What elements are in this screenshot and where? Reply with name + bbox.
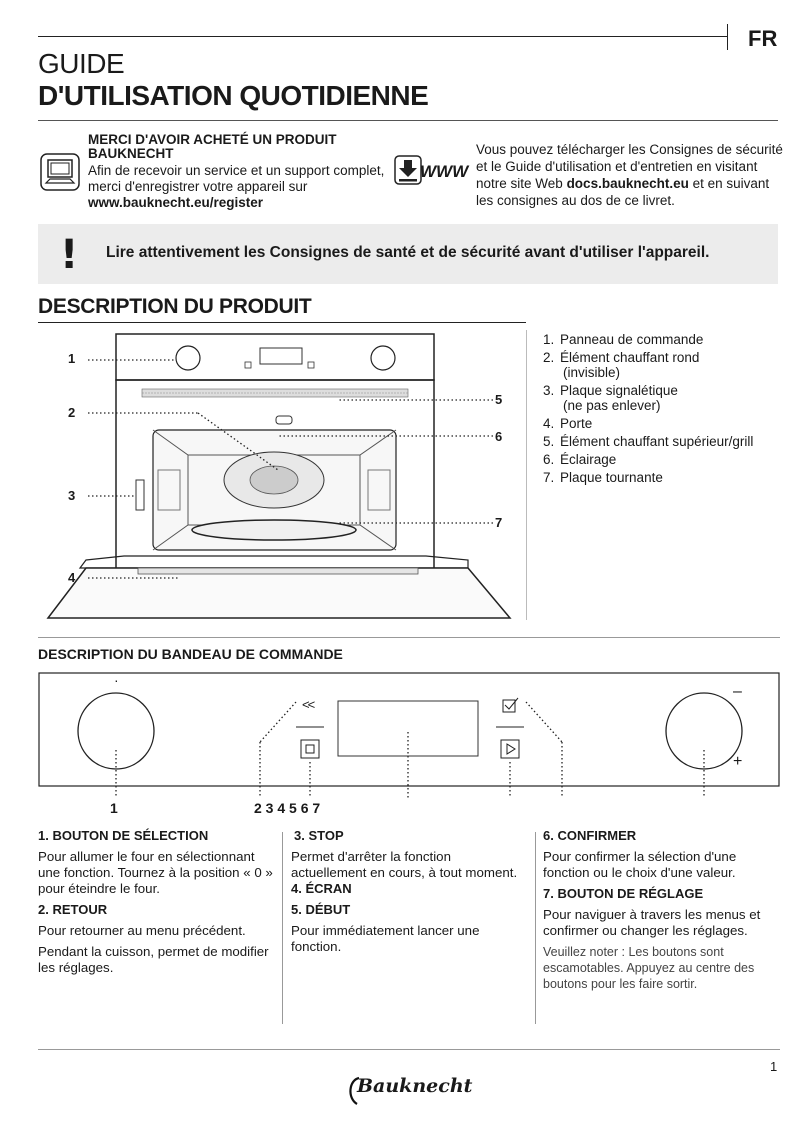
download-icon <box>394 155 422 190</box>
start-heading: 5. DÉBUT <box>291 902 351 917</box>
part-number: 1. <box>543 332 555 347</box>
part-label: Élément chauffant rond <box>560 350 700 365</box>
back-icon[interactable]: << <box>302 697 314 712</box>
thanks-body: Afin de recevoir un service et un support complet, merci d'enregistrer votre appareil sur <box>88 163 385 194</box>
callout-7: 7 <box>495 515 503 530</box>
callout-2: 2 <box>68 405 76 420</box>
parts-item <box>543 415 793 433</box>
header-rule-tick <box>727 24 728 50</box>
part-label: Plaque tournante <box>560 470 663 485</box>
selector-heading: 1. BOUTON DE SÉLECTION <box>38 828 209 843</box>
part-number: 3. <box>543 383 555 398</box>
part-number: 5. <box>543 434 555 449</box>
panel-callout-1: 1 <box>110 800 118 816</box>
register-link[interactable]: www.bauknecht.eu/register <box>88 195 264 210</box>
callout-5: 5 <box>495 392 503 407</box>
callout-3: 3 <box>68 488 76 503</box>
warning-text: Lire attentivement les Consignes de santé et de sécurité avant d'utiliser l'appareil. <box>106 244 710 261</box>
language-label: FR <box>748 26 778 51</box>
product-section-rule <box>38 322 526 323</box>
download-text-part2: et en suivant les consignes au dos de ce livret. <box>476 176 770 208</box>
thanks-text <box>88 163 393 211</box>
back-text: Pour retourner au menu précédent. <box>38 923 246 938</box>
minus-icon: – <box>733 683 742 700</box>
desc-column-3 <box>543 828 783 997</box>
start-text: Pour immédiatement lancer une fonction. <box>291 923 480 954</box>
retractable-note: Veuillez noter : Les boutons sont escamotables. Appuyez au centre des boutons pour les faire sortir. <box>543 945 755 991</box>
brand-logo-text: Bauknecht <box>357 1075 473 1097</box>
download-text-part1: Vous pouvez télécharger les Consignes de sécurité et le Guide d'utilisation et d'entretien en visitant notre site Web <box>476 142 783 191</box>
part-label: Panneau de commande <box>560 332 704 347</box>
parts-list <box>543 331 793 487</box>
stop-text: Permet d'arrêter la fonction actuellement en cours, à tout moment. <box>291 849 518 880</box>
panel-section-rule <box>38 637 780 638</box>
warning-icon: ! <box>60 232 79 278</box>
confirm-text: Pour confirmer la sélection d'une fonction ou le choix d'une valeur. <box>543 849 737 880</box>
thanks-title: MERCI D'AVOIR ACHETÉ UN PRODUIT BAUKNECHT <box>88 132 337 161</box>
parts-item <box>543 331 793 349</box>
selector-knob-dot: · <box>114 672 119 688</box>
part-number: 2. <box>543 350 555 365</box>
product-section-title: DESCRIPTION DU PRODUIT <box>38 295 312 318</box>
part-label: Élément chauffant supérieur/grill <box>560 434 754 449</box>
callout-4: 4 <box>68 570 76 585</box>
part-note: (invisible) <box>563 365 621 380</box>
column-divider-1 <box>282 832 283 1024</box>
control-panel-diagram <box>38 672 780 803</box>
column-divider-2 <box>535 832 536 1024</box>
parts-item <box>543 451 793 469</box>
title-rule <box>38 120 778 121</box>
callout-6: 6 <box>495 429 503 444</box>
callout-1: 1 <box>68 351 76 366</box>
part-label: Éclairage <box>560 452 617 467</box>
footer-rule <box>38 1049 780 1050</box>
part-number: 4. <box>543 416 555 431</box>
computer-icon <box>40 153 80 196</box>
plus-icon: + <box>733 753 743 770</box>
back-text-2: Pendant la cuisson, permet de modifier les réglages. <box>38 944 269 975</box>
panel-section-title: DESCRIPTION DU BANDEAU DE COMMANDE <box>38 646 343 662</box>
docs-site-link[interactable]: docs.bauknecht.eu <box>566 176 689 191</box>
parts-item <box>543 433 793 451</box>
stop-heading: 3. STOP <box>294 828 344 843</box>
product-divider <box>526 330 527 620</box>
confirm-heading: 6. CONFIRMER <box>543 828 637 843</box>
part-number: 7. <box>543 470 555 485</box>
selector-text: Pour allumer le four en sélectionnant une fonction. Tournez à la position « 0 » pour éteindre le four. <box>38 849 273 896</box>
desc-column-2 <box>291 828 523 960</box>
adjust-text: Pour naviguer à travers les menus et confirmer ou changer les réglages. <box>543 907 761 938</box>
desc-column-1 <box>38 828 274 981</box>
part-label: Porte <box>560 416 593 431</box>
parts-item <box>543 382 793 415</box>
page-number: 1 <box>770 1059 778 1074</box>
parts-item <box>543 469 793 487</box>
part-number: 6. <box>543 452 555 467</box>
page-title-line1: GUIDE <box>38 48 125 79</box>
page-title-line2: D'UTILISATION QUOTIDIENNE <box>38 80 429 111</box>
part-label: Plaque signalétique <box>560 383 678 398</box>
header-rule <box>38 36 728 37</box>
screen-heading: 4. ÉCRAN <box>291 881 352 896</box>
back-heading: 2. RETOUR <box>38 902 108 917</box>
download-text <box>476 141 786 209</box>
parts-item <box>543 349 793 382</box>
part-note: (ne pas enlever) <box>563 398 661 413</box>
panel-callout-2-7: 2 3 4 5 6 7 <box>254 800 321 816</box>
adjust-heading: 7. BOUTON DE RÉGLAGE <box>543 886 704 901</box>
oven-illustration <box>38 330 518 627</box>
www-label: WWW <box>420 162 469 181</box>
